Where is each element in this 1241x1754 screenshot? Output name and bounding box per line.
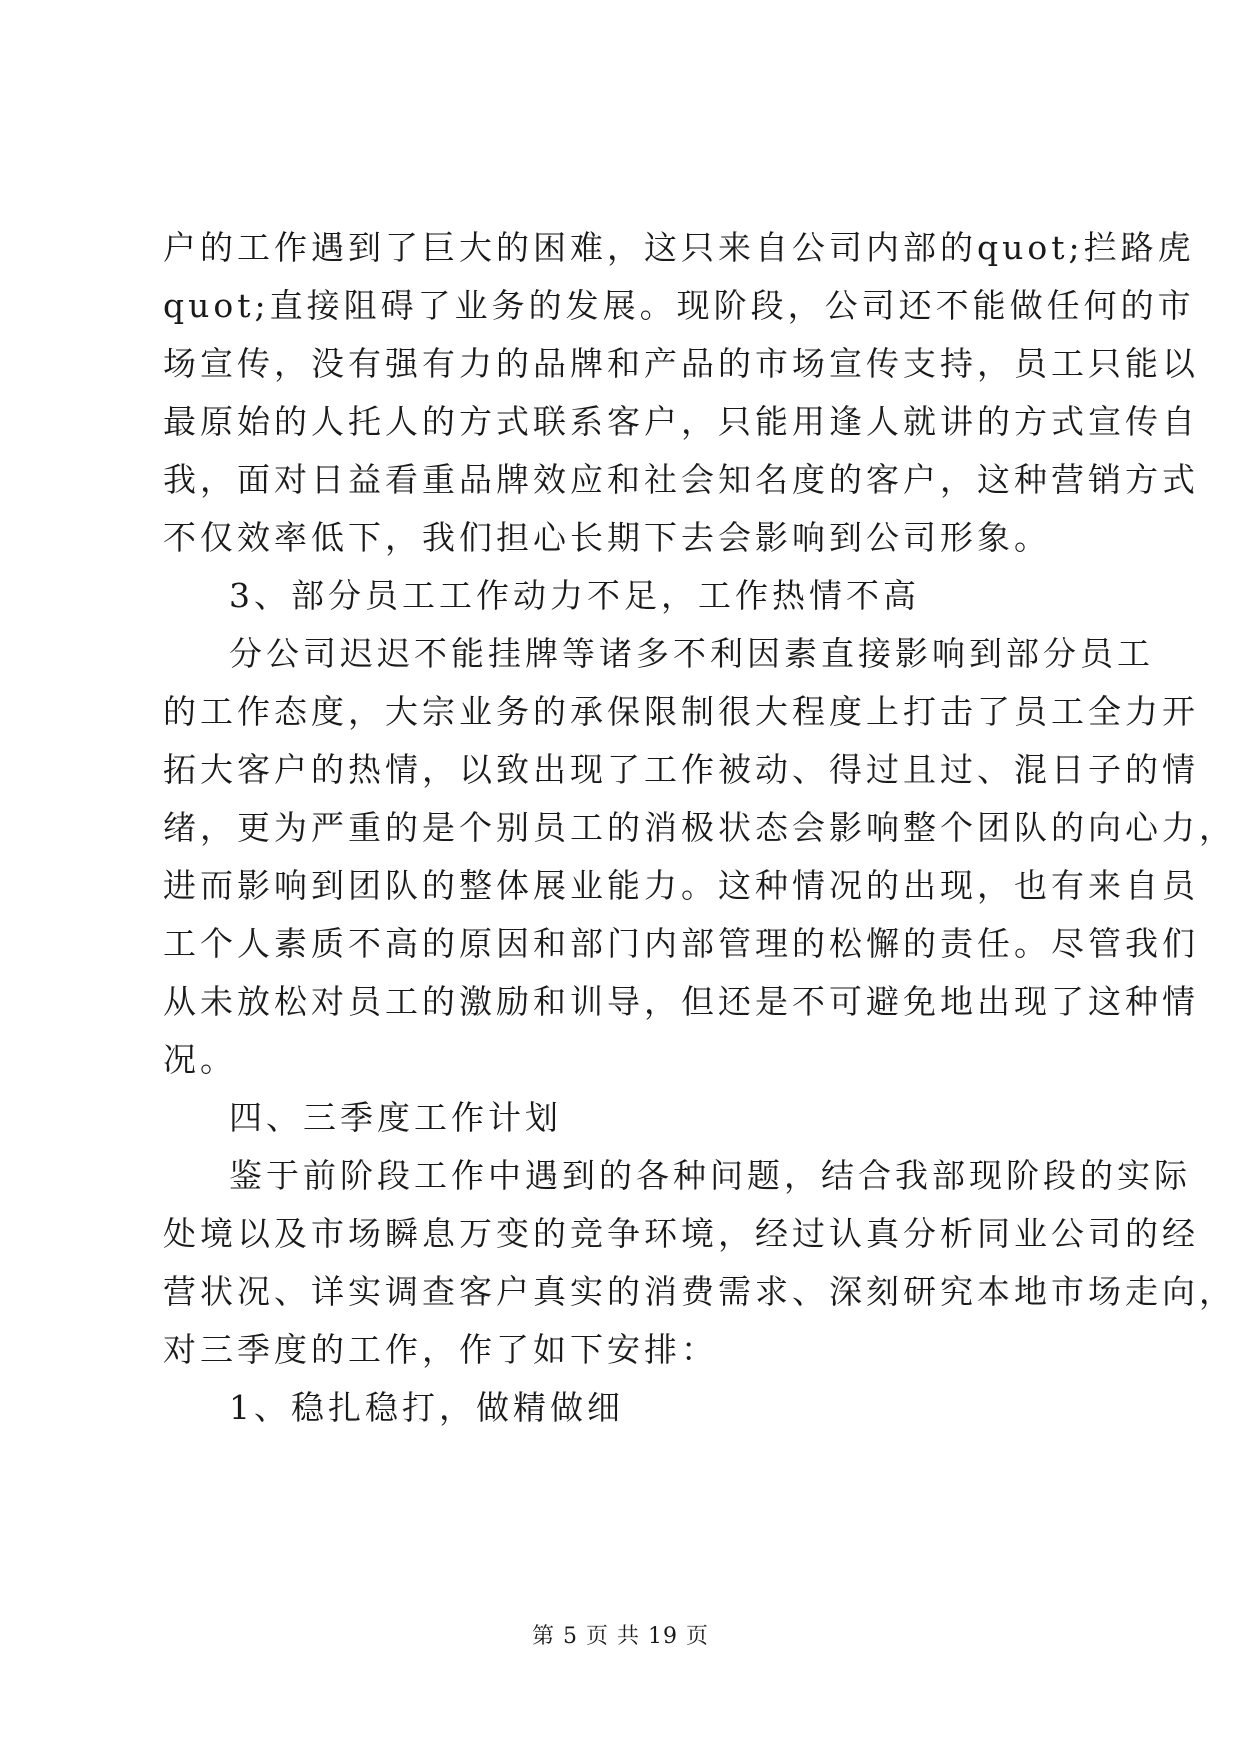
paragraph-line: 不仅效率低下，我们担心长期下去会影响到公司形象。 [163,518,1051,557]
paragraph-line: 工个人素质不高的原因和部门内部管理的松懈的责任。尽管我们 [163,924,1199,963]
section-heading: 3、部分员工工作动力不足，工作热情不高 [229,576,920,615]
paragraph-line: 绪，更为严重的是个别员工的消极状态会影响整个团队的向心力， [163,808,1236,847]
paragraph-line: 营状况、详实调查客户真实的消费需求、深刻研究本地市场走向， [163,1272,1236,1311]
section-heading: 四、三季度工作计划 [229,1098,562,1137]
paragraph-line: 拓大客户的热情，以致出现了工作被动、得过且过、混日子的情 [163,750,1199,789]
page-number-footer: 第 5 页 共 19 页 [532,1624,709,1649]
paragraph-line: 场宣传，没有强有力的品牌和产品的市场宣传支持，员工只能以 [163,344,1199,383]
section-heading: 1、稳扎稳打，做精做细 [229,1388,624,1427]
paragraph-line: 最原始的人托人的方式联系客户，只能用逢人就讲的方式宣传自 [163,402,1199,441]
paragraph-line: 户的工作遇到了巨大的困难，这只来自公司内部的quot;拦路虎 [163,228,1195,267]
paragraph-line: 分公司迟迟不能挂牌等诸多不利因素直接影响到部分员工 [229,634,1154,673]
paragraph-line: 的工作态度，大宗业务的承保限制很大程度上打击了员工全力开 [163,692,1199,731]
paragraph-line: 况。 [163,1040,237,1079]
paragraph-line: quot;直接阻碍了业务的发展。现阶段，公司还不能做任何的市 [163,286,1195,325]
paragraph-line: 鉴于前阶段工作中遇到的各种问题，结合我部现阶段的实际 [229,1156,1191,1195]
paragraph-line: 我，面对日益看重品牌效应和社会知名度的客户，这种营销方式 [163,460,1199,499]
paragraph-line: 对三季度的工作，作了如下安排： [163,1330,718,1369]
paragraph-line: 处境以及市场瞬息万变的竞争环境，经过认真分析同业公司的经 [163,1214,1199,1253]
paragraph-line: 从未放松对员工的激励和训导，但还是不可避免地出现了这种情 [163,982,1199,1021]
paragraph-line: 进而影响到团队的整体展业能力。这种情况的出现，也有来自员 [163,866,1199,905]
